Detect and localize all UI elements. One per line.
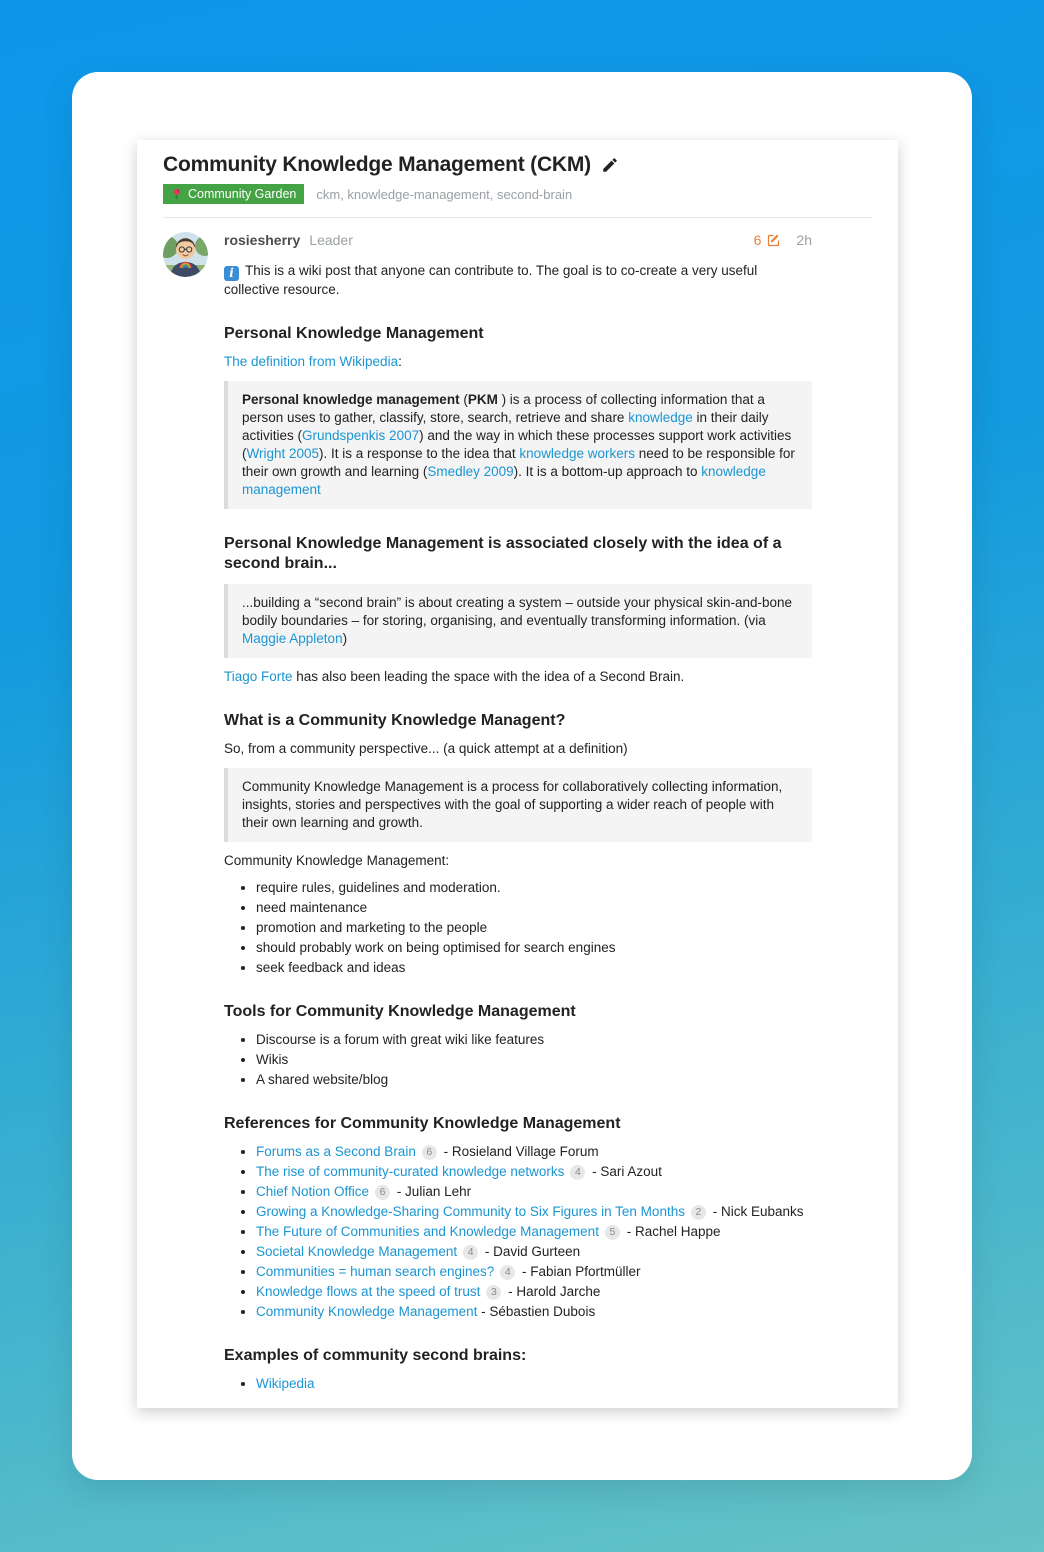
blockquote-pkm-definition: Personal knowledge management (PKM ) is a process of collecting information that a person uses to gather, classify, store, search, retrieve and share knowledge in their daily activities (Grundspenkis 2007) and the way in which these processes support work activities (Wright 2005). It is a response to the idea that knowledge workers need to be responsible for their own growth and learning (Smedley 2009). It is a bottom-up approach to knowledge management xyxy=(224,381,812,509)
inline-link[interactable]: Chief Notion Office xyxy=(256,1184,370,1199)
info-icon: i xyxy=(224,266,239,281)
pencil-square-icon xyxy=(766,233,781,248)
inline-link[interactable]: knowledge xyxy=(628,410,693,425)
inline-link[interactable]: Growing a Knowledge-Sharing Community to Six Figures in Ten Months xyxy=(256,1204,685,1219)
inline-link[interactable]: The Future of Communities and Knowledge Management xyxy=(256,1224,599,1239)
inline-link[interactable]: Tiago Forte xyxy=(224,669,293,684)
list-item: • seek feedback and ideas xyxy=(256,959,812,977)
inline-link[interactable]: Wright 2005 xyxy=(246,446,320,461)
rose-icon xyxy=(171,188,183,200)
post-timestamp: 2h xyxy=(796,232,812,248)
inline-link[interactable]: Communities = human search engines? xyxy=(256,1264,495,1279)
paragraph-ckm-colon: Community Knowledge Management: xyxy=(224,853,450,868)
reference-item: • The rise of community-curated knowledge networks 4 - Sari Azout xyxy=(256,1163,812,1181)
post-meta-row xyxy=(224,232,812,249)
example-item xyxy=(256,1375,812,1393)
heading-personal-knowledge-management: Personal Knowledge Management xyxy=(224,325,484,342)
page-title: Community Knowledge Management (CKM) xyxy=(163,153,591,176)
inline-link[interactable]: Wikipedia xyxy=(256,1376,315,1391)
category-badge[interactable] xyxy=(163,184,304,204)
topic-header xyxy=(163,153,872,177)
blockquote-second-brain: ...building a “second brain” is about creating a system – outside your physical skin-and-bone bodily boundaries – for storing, organising, and eventually transforming information. (via Maggie Appleton) xyxy=(224,584,812,658)
pencil-icon[interactable] xyxy=(601,156,619,174)
paragraph-tiago-forte: Tiago Forte has also been leading the space with the idea of a Second Brain. xyxy=(224,669,685,684)
inline-link[interactable]: Smedley 2009 xyxy=(427,464,514,479)
topic-tags[interactable]: ckm, knowledge-management, second-brain xyxy=(316,186,573,202)
reference-item: • Societal Knowledge Management 4 - David Gurteen xyxy=(256,1243,812,1261)
wiki-notice xyxy=(224,262,812,299)
list-item: • promotion and marketing to the people xyxy=(256,919,812,937)
category-label: Community Garden xyxy=(188,187,297,201)
inline-link[interactable]: Forums as a Second Brain xyxy=(256,1144,416,1159)
link-count-badge: 3 xyxy=(486,1285,501,1300)
inline-link[interactable]: knowledge management xyxy=(242,464,766,497)
inline-link[interactable]: The rise of community-curated knowledge networks xyxy=(256,1164,565,1179)
post-main xyxy=(224,232,812,1402)
heading-second-brain: Personal Knowledge Management is associated closely with the idea of a second brain... xyxy=(224,535,782,572)
bold-text: Personal knowledge management xyxy=(242,392,460,407)
header-divider xyxy=(163,217,872,218)
ckm-properties-list xyxy=(224,879,812,977)
inline-link[interactable]: The definition from Wikipedia xyxy=(224,354,399,369)
edit-count-value: 6 xyxy=(753,232,762,248)
inline-link[interactable]: Community Knowledge Management xyxy=(256,1304,478,1319)
heading-examples: Examples of community second brains: xyxy=(224,1347,527,1364)
link-count-badge: 4 xyxy=(500,1265,515,1280)
inline-link[interactable]: knowledge workers xyxy=(519,446,635,461)
inline-link[interactable]: Knowledge flows at the speed of trust xyxy=(256,1284,481,1299)
post-body xyxy=(224,262,812,1393)
list-item: • need maintenance xyxy=(256,899,812,917)
list-item: • Wikis xyxy=(256,1051,812,1069)
paragraph-perspective: So, from a community perspective... (a quick attempt at a definition) xyxy=(224,741,628,756)
post xyxy=(163,232,872,1402)
heading-references: References for Community Knowledge Management xyxy=(224,1115,621,1132)
link-count-badge: 6 xyxy=(375,1185,390,1200)
reference-item: • Chief Notion Office 6 - Julian Lehr xyxy=(256,1183,812,1201)
paragraph-definition-link: The definition from Wikipedia: xyxy=(224,354,402,369)
link-count-badge: 2 xyxy=(691,1205,706,1220)
reference-item: • Knowledge flows at the speed of trust 3 - Harold Jarche xyxy=(256,1283,812,1301)
heading-tools: Tools for Community Knowledge Management xyxy=(224,1003,576,1020)
blockquote-ckm-definition: Community Knowledge Management is a process for collaboratively collecting information, insights, stories and perspectives with the goal of supporting a wider reach of people with their own learning and growth. xyxy=(224,768,812,842)
reference-item: • Communities = human search engines? 4 - Fabian Pfortmüller xyxy=(256,1263,812,1281)
author-role-label: Leader xyxy=(309,232,353,248)
references-list xyxy=(224,1143,812,1321)
examples-list xyxy=(224,1375,812,1393)
inline-link[interactable]: Societal Knowledge Management xyxy=(256,1244,458,1259)
list-item: • Discourse is a forum with great wiki like features xyxy=(256,1031,812,1049)
list-item: • require rules, guidelines and moderation. xyxy=(256,879,812,897)
tools-list xyxy=(224,1031,812,1089)
list-item: • should probably work on being optimised for search engines xyxy=(256,939,812,957)
post-meta-right xyxy=(754,232,812,249)
topic-meta-row xyxy=(163,184,872,204)
link-count-badge: 4 xyxy=(570,1165,585,1180)
author-name[interactable]: rosiesherry xyxy=(224,232,301,248)
inline-link[interactable]: Maggie Appleton xyxy=(242,631,343,646)
reference-item: • Community Knowledge Management - Sébastien Dubois xyxy=(256,1303,812,1321)
forum-topic-panel xyxy=(137,140,898,1408)
user-avatar[interactable] xyxy=(163,232,208,277)
link-count-badge: 5 xyxy=(605,1225,620,1240)
heading-what-is-ckm: What is a Community Knowledge Managent? xyxy=(224,712,566,729)
link-count-badge: 6 xyxy=(422,1145,437,1160)
wiki-notice-text: This is a wiki post that anyone can contribute to. The goal is to co-create a very useful collective resource. xyxy=(224,263,758,297)
page-card xyxy=(72,72,972,1480)
inline-link[interactable]: Grundspenkis 2007 xyxy=(302,428,420,443)
reference-item: • The Future of Communities and Knowledge Management 5 - Rachel Happe xyxy=(256,1223,812,1241)
list-item: • A shared website/blog xyxy=(256,1071,812,1089)
reference-item: • Growing a Knowledge-Sharing Community to Six Figures in Ten Months 2 - Nick Eubanks xyxy=(256,1203,812,1221)
reference-item: • Forums as a Second Brain 6 - Rosieland Village Forum xyxy=(256,1143,812,1161)
edit-count[interactable] xyxy=(754,232,782,249)
link-count-badge: 4 xyxy=(463,1245,478,1260)
bold-text: PKM xyxy=(467,392,498,407)
